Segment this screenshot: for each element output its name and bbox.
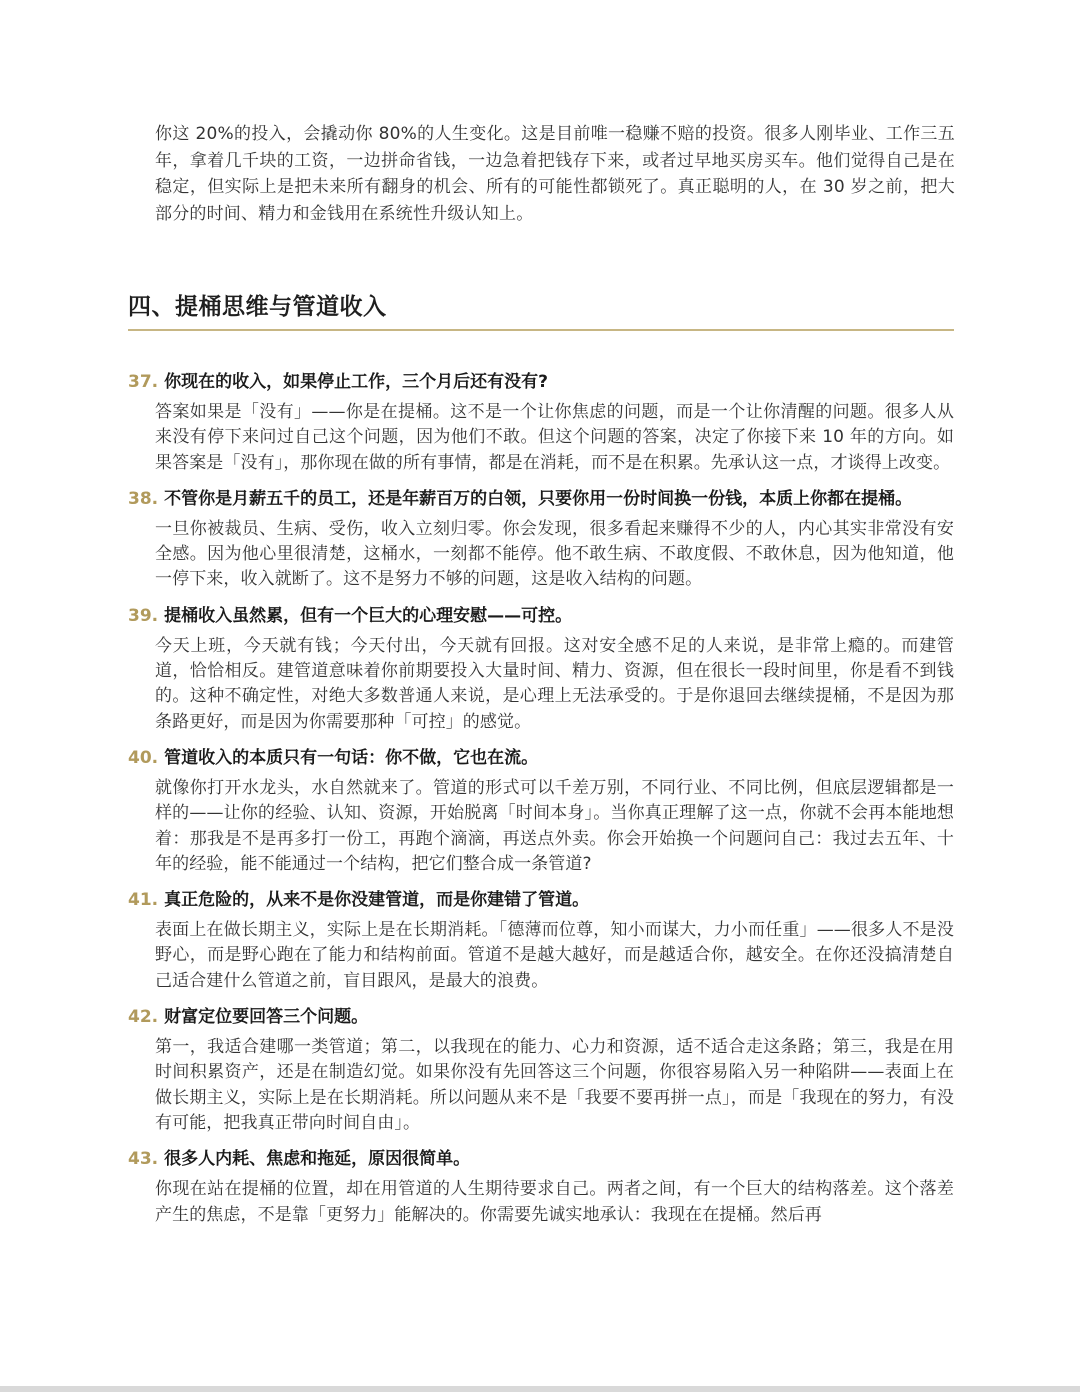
list-item (128, 1146, 954, 1228)
item-number: 39. (128, 605, 159, 626)
item-body: 第一，我适合建哪一类管道；第二，以我现在的能力、心力和资源，适不适合走这条路；第三，我是在用时间积累资产，还是在制造幻觉。如果你没有先回答这三个问题，你很容易陷入另一种陷阱——表面上在做长期主义，实际上是在长期消耗。所以问题从来不是「我要不要再拼一点」，而是「我现在的努力，有没有可能，把我真正带向时间自由」。 (155, 1037, 954, 1133)
item-title: 管道收入的本质只有一句话：你不做，它也在流。 (164, 747, 539, 768)
list-item (128, 887, 954, 994)
item-title: 提桶收入虽然累，但有一个巨大的心理安慰——可控。 (164, 605, 573, 626)
item-number: 37. (128, 372, 159, 392)
item-number: 43. (128, 1149, 159, 1170)
item-body: 答案如果是「没有」——你是在提桶。这不是一个让你焦虑的问题，而是一个让你清醒的问题。很多人从来没有停下来问过自己这个问题，因为他们不敢。但这个问题的答案，决定了你接下来 10 年的方向。如果答案是「没有」，那你现在做的所有事情，都是在消耗，而不是在积累。先承认这一点，才谈得上改变。 (155, 402, 954, 473)
item-heading (128, 745, 954, 772)
list-item (128, 1004, 954, 1136)
item-title: 财富定位要回答三个问题。 (164, 1007, 369, 1028)
item-title: 你现在的收入，如果停止工作，三个月后还有没有? (164, 372, 548, 392)
item-heading (128, 1004, 954, 1031)
item-title: 很多人内耗、焦虑和拖延，原因很简单。 (164, 1149, 471, 1170)
list-item (128, 745, 954, 877)
item-number: 42. (128, 1007, 159, 1028)
item-body: 你现在站在提桶的位置，却在用管道的人生期待要求自己。两者之间，有一个巨大的结构落差。这个落差产生的焦虑，不是靠「更努力」能解决的。你需要先诚实地承认：我现在在提桶。然后再 (155, 1179, 954, 1225)
item-number: 38. (128, 488, 159, 509)
intro-paragraph: 你这 20%的投入，会撬动你 80%的人生变化。这是目前唯一稳赚不赔的投资。很多人刚毕业、工作三五年，拿着几千块的工资，一边拼命省钱，一边急着把钱存下来，或者过早地买房买车。他们觉得自己是在稳定，但实际上是把未来所有翻身的机会、所有的可能性都锁死了。真正聪明的人，在 30 岁之前，把大部分的时间、精力和金钱用在系统性升级认知上。 (155, 124, 955, 224)
item-body: 一旦你被裁员、生病、受伤，收入立刻归零。你会发现，很多看起来赚得不少的人，内心其实非常没有安全感。因为他心里很清楚，这桶水，一刻都不能停。他不敢生病、不敢度假、不敢休息，因为他知道，他一停下来，收入就断了。这不是努力不够的问题，这是收入结构的问题。 (155, 518, 954, 590)
list-item (128, 486, 954, 593)
item-heading (128, 887, 954, 914)
item-number: 41. (128, 890, 159, 911)
item-body: 今天上班，今天就有钱；今天付出，今天就有回报。这对安全感不足的人来说，是非常上瘾的。而建管道，恰恰相反。建管道意味着你前期要投入大量时间、精力、资源，但在很长一段时间里，你是看不到钱的。这种不确定性，对绝大多数普通人来说，是心理上无法承受的。于是你退回去继续提桶，不是因为那条路更好，而是因为你需要那种「可控」的感觉。 (155, 635, 954, 732)
item-title: 真正危险的，从来不是你没建管道，而是你建错了管道。 (164, 890, 590, 911)
item-heading (128, 486, 954, 513)
item-heading (128, 1146, 954, 1173)
bottom-divider (0, 1386, 1080, 1392)
list-item (128, 369, 954, 476)
section-title: 四、提桶思维与管道收入 (128, 288, 954, 331)
item-title: 不管你是月薪五千的员工，还是年薪百万的白领，只要你用一份时间换一份钱，本质上你都在提桶。 (164, 488, 913, 509)
item-number: 40. (128, 747, 159, 768)
list-item (128, 603, 954, 735)
item-heading (128, 369, 954, 396)
item-heading (128, 603, 954, 630)
item-list (128, 369, 954, 1238)
item-body: 表面上在做长期主义，实际上是在长期消耗。「德薄而位尊，知小而谋大，力小而任重」——很多人不是没野心，而是野心跑在了能力和结构前面。管道不是越大越好，而是越适合你，越安全。在你还没搞清楚自己适合建什么管道之前，盲目跟风，是最大的浪费。 (155, 920, 954, 991)
item-body: 就像你打开水龙头，水自然就来了。管道的形式可以千差万别，不同行业、不同比例，但底层逻辑都是一样的——让你的经验、认知、资源，开始脱离「时间本身」。当你真正理解了这一点，你就不会再本能地想着：那我是不是再多打一份工，再跑个滴滴，再送点外卖。你会开始换一个问题问自己：我过去五年、十年的经验，能不能通过一个结构，把它们整合成一条管道? (155, 777, 954, 874)
